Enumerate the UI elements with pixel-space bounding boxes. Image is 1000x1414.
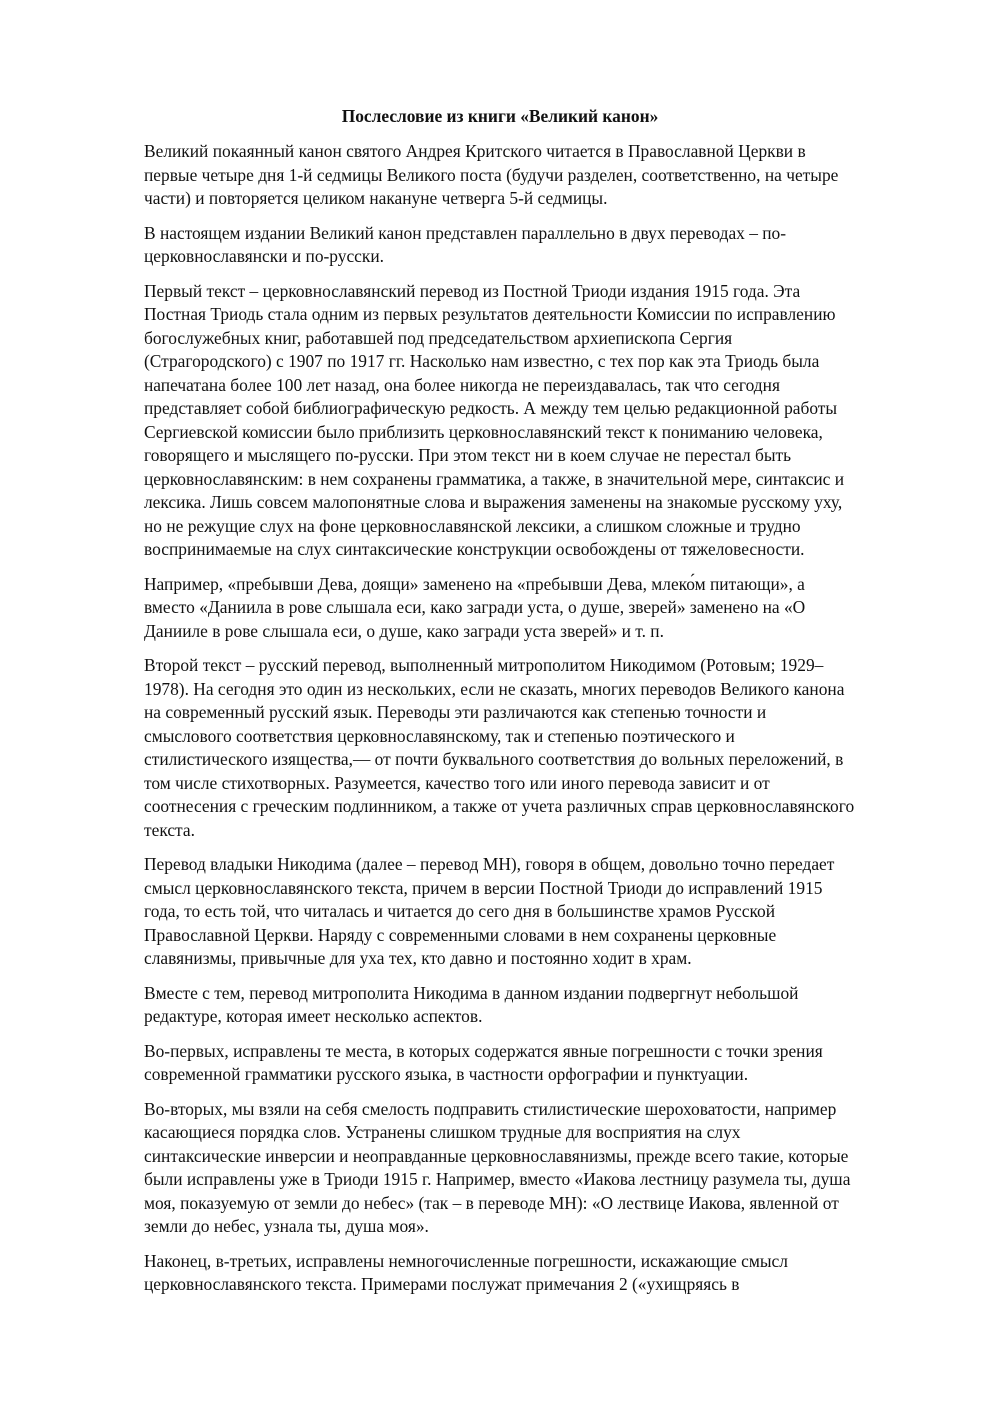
paragraph-3: Первый текст – церковнославянский перевод из Постной Триоди издания 1915 года. Эта Постная Триодь стала одним из первых результатов деятельности Комиссии по исправлению богослужебных книг, работавшей под председательством архиепископа Сергия (Страгородского) с 1907 по 1917 гг. Насколько нам известно, с тех пор как эта Триодь была напечатана более 100 лет назад, она более никогда не переиздавалась, так что сегодня представляет собой библиографическую редкость. А между тем целью редакционной работы Сергиевской комиссии было приблизить церковнославянский текст к пониманию человека, говорящего и мыслящего по-русски. При этом текст ни в коем случае не перестал быть церковнославянским: в нем сохранены грамматика, а также, в значительной мере, синтаксис и лексика. Лишь совсем малопонятные слова и выражения заменены на знакомые русскому уху, но не режущие слух на фоне церковнославянской лексики, а слишком сложные и трудно воспринимаемые на слух синтаксические конструкции освобождены от тяжеловесности.: [144, 280, 845, 559]
document-title: Послесловие из книги «Великий канон»: [341, 106, 659, 126]
paragraph-7: Вместе с тем, перевод митрополита Никодима в данном издании подвергнут небольшой редактуре, которая имеет несколько аспектов.: [144, 982, 799, 1026]
paragraph-10: Наконец, в-третьих, исправлены немногочисленные погрешности, искажающие смысл церковнославянского текста. Примерами послужат примечания 2 («ухищряясь в: [144, 1250, 788, 1294]
paragraph-8: Во-первых, исправлены те места, в которых содержатся явные погрешности с точки зрения современной грамматики русского языка, в частности орфографии и пунктуации.: [144, 1040, 823, 1084]
paragraph-5: Второй текст – русский перевод, выполненный митрополитом Никодимом (Ротовым; 1929–1978). На сегодня это один из нескольких, если не сказать, многих переводов Великого канона на современный русский язык. Переводы эти различаются как степенью точности и смыслового соответствия церковнославянскому, так и степенью поэтического и стилистического изящества,— от почти буквального соответствия до вольных переложений, в том числе стихотворных. Разумеется, качество того или иного перевода зависит и от соотнесения с греческим подлинником, а также от учета различных справ церковнославянского текста.: [144, 655, 855, 840]
paragraph-2: В настоящем издании Великий канон представлен параллельно в двух переводах – по-церковнославянски и по-русски.: [144, 222, 787, 266]
paragraph-1: Великий покаянный канон святого Андрея Критского читается в Православной Церкви в первые четыре дня 1-й седмицы Великого поста (будучи разделен, соответственно, на четыре части) и повторяется целиком накануне четверга 5-й седмицы.: [144, 141, 839, 208]
document-body: [144, 104, 856, 1308]
paragraph-4: Например, «пребывши Дева, доящи» заменено на «пребывши Дева, млеко́м питающи», а вместо «Даниила в рове слышала еси, како загради уста, о душе, зверей» заменено на «О Данииле в рове слышала еси, о душе, како загради уста зверей» и т. п.: [144, 573, 806, 641]
paragraph-9: Во-вторых, мы взяли на себя смелость подправить стилистические шероховатости, например касающиеся порядка слов. Устранены слишком трудные для восприятия на слух синтаксические инверсии и неоправданные церковнославянизмы, прежде всего такие, которые были исправлены уже в Триоди 1915 г. Например, вместо «Иакова лестницу разумела ты, душа моя, показуемую от земли до небес» (так – в переводе МН): «О лествице Иакова, явленной от земли до небес, узнала ты, душа моя».: [144, 1098, 851, 1236]
paragraph-6: Перевод владыки Никодима (далее – перевод МН), говоря в общем, довольно точно передает смысл церковнославянского текста, причем в версии Постной Триоди до исправлений 1915 года, то есть той, что читалась и читается до сего дня в большинстве храмов Русской Православной Церкви. Наряду с современными словами в нем сохранены церковные славянизмы, привычные для уха тех, кто давно и постоянно ходит в храм.: [144, 854, 835, 968]
